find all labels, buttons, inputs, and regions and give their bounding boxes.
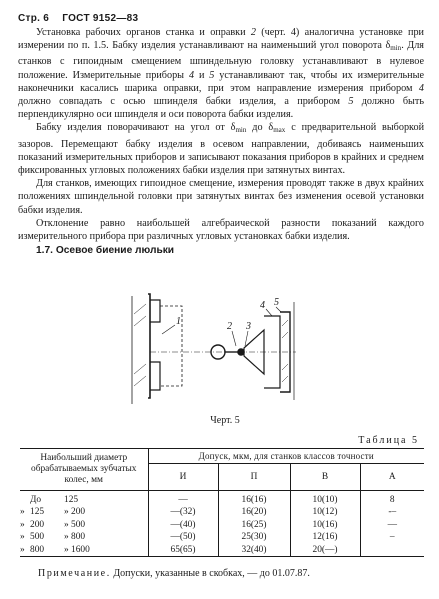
cell-a: –: [360, 531, 424, 543]
range-to: » 200: [64, 507, 86, 518]
table-row: [20, 544, 424, 557]
section-heading: 1.7. Осевое биение люльки: [36, 245, 175, 257]
range-prefix: »: [20, 532, 25, 543]
paragraph-4: Отклонение равно наибольшей алгебраической разности показаний каждого измерительного прибора при различных угловых установках бабки изделия.: [18, 217, 424, 243]
label-1: 1: [176, 316, 181, 327]
p1-and: и: [198, 69, 205, 81]
group-header: Допуск, мкм, для станков классов точности: [148, 449, 424, 464]
cell-v: 10(10): [290, 491, 360, 507]
cell-p: 32(40): [218, 544, 290, 557]
cell-a: —: [360, 519, 424, 531]
cell-i: —: [148, 491, 218, 507]
p1-text-c: . Для станков с гипоидным смещением шпиндельную головку устанавливают в нулевое положение. Измерительные приборы: [18, 40, 424, 81]
range-from: 500: [30, 532, 45, 543]
p1-ref-4: 4: [188, 69, 195, 81]
range-to: » 1600: [64, 544, 90, 555]
table-row: [20, 506, 424, 518]
p1-text-d: устанавливают так, чтобы их измерительные наконечники касались шарика оправки, при этом направление измерения прибором: [18, 69, 424, 94]
class-v: В: [290, 464, 360, 491]
leader-4: [266, 309, 272, 316]
cell-p: 16(25): [218, 519, 290, 531]
range-from: 800: [30, 544, 45, 555]
leader-1: [162, 325, 175, 334]
ball: [238, 349, 244, 355]
cell-v: 20(—): [290, 544, 360, 557]
range-prefix: »: [20, 544, 25, 555]
table-row: [20, 531, 424, 543]
cell-p: 25(30): [218, 531, 290, 543]
table-row: [20, 491, 424, 507]
p1-text-f: должно быть перпендикулярно оси шпинделя и оси поворота бабки изделия.: [18, 96, 424, 121]
label-2: 2: [227, 321, 232, 332]
cell-a: [360, 544, 424, 557]
cell-i: —(32): [148, 506, 218, 518]
cradle-flange: [150, 300, 160, 322]
cell-i: —(50): [148, 531, 218, 543]
label-4: 4: [260, 300, 265, 311]
range-prefix: »: [20, 507, 25, 518]
body-text: [18, 26, 424, 257]
cell-v: 10(16): [290, 519, 360, 531]
cell-a: 8: [360, 491, 424, 507]
standard-code: ГОСТ 9152—83: [62, 13, 139, 24]
leader-3: [245, 331, 248, 346]
leader-2: [232, 331, 236, 346]
paragraph-2: [18, 121, 424, 177]
range-from: 125: [30, 507, 45, 518]
cell-a: -–: [360, 506, 424, 518]
class-a: А: [360, 464, 424, 491]
range-to: » 500: [64, 519, 86, 530]
class-i: И: [148, 464, 218, 491]
p1-text-e: должно совпадать с осью шпинделя бабки изделия, а прибором: [18, 96, 340, 108]
p1-ref-4b: 4: [418, 82, 425, 94]
p1-ref-5b: 5: [348, 96, 354, 108]
range-cell: [20, 491, 148, 507]
p1-ref-5: 5: [209, 69, 215, 81]
class-p: П: [218, 464, 290, 491]
note-text: Допуски, указанные в скобках, — до 01.07.87.: [113, 568, 310, 579]
paragraph-1: [18, 26, 424, 121]
range-cell: [20, 531, 148, 543]
p1-text-a: Установка рабочих органов станка и оправки: [36, 27, 246, 38]
p1-ref-2: 2: [250, 27, 256, 38]
cradle-flange-low: [150, 362, 160, 390]
label-5: 5: [274, 297, 279, 308]
table-note: [38, 568, 428, 579]
cell-v: 12(16): [290, 531, 360, 543]
range-to: » 800: [64, 532, 86, 543]
hatching-left: [134, 304, 146, 386]
label-3: 3: [246, 321, 251, 332]
p1-text-b: (черт. 4) аналогична установке при измерении по п. 1.5. Бабку изделия устанавливают на наименьший угол поворота δ: [18, 27, 424, 52]
table-row: [20, 519, 424, 531]
cell-p: 16(20): [218, 506, 290, 518]
page-header: [18, 13, 148, 24]
page-number: Стр. 6: [18, 13, 50, 24]
hatching-right: [282, 320, 288, 382]
figure-caption: Черт. 5: [210, 415, 240, 426]
figure-drawing: [120, 286, 320, 406]
range-prefix: »: [20, 519, 25, 530]
cell-i: 65(65): [148, 544, 218, 557]
cell-v: 10(12): [290, 506, 360, 518]
range-to: 125: [64, 495, 79, 505]
table-caption: Таблица 5: [358, 435, 419, 446]
p2-text-a: Бабку изделия поворачивают на угол от δ: [36, 122, 236, 134]
range-from: 200: [30, 519, 45, 530]
p2-text-b: до δ: [252, 122, 274, 134]
p1-sub-min: min: [390, 44, 402, 53]
range-cell: [20, 544, 148, 557]
paragraph-3: Для станков, имеющих гипоидное смещение, измерения проводят также в двух крайних положениях шпиндельной головки при затянутых винтах без изменения осевой установки бабки изделия.: [18, 178, 424, 216]
range-from: До: [30, 495, 42, 505]
p2-text-c: с предварительной выборкой зазоров. Перемещают бабку изделия в осевом направлении, добиваясь наименьших показаний измерительных приборов и записывают показания приборов в крайних и среднем фиксированных угловых положениях бабки изделия при затянутых винтах.: [18, 122, 425, 177]
range-cell: [20, 506, 148, 518]
cell-i: —(40): [148, 519, 218, 531]
row-header: Наибольший диаметр обрабатываемых зубчатых колес, мм: [20, 449, 148, 491]
cell-p: 16(16): [218, 491, 290, 507]
note-label: Примечание.: [38, 568, 111, 579]
tolerance-table: [20, 448, 424, 557]
p2-sub-max: max: [273, 126, 286, 135]
range-cell: [20, 519, 148, 531]
cradle-face: [148, 294, 150, 398]
p2-sub-min: min: [235, 126, 247, 135]
